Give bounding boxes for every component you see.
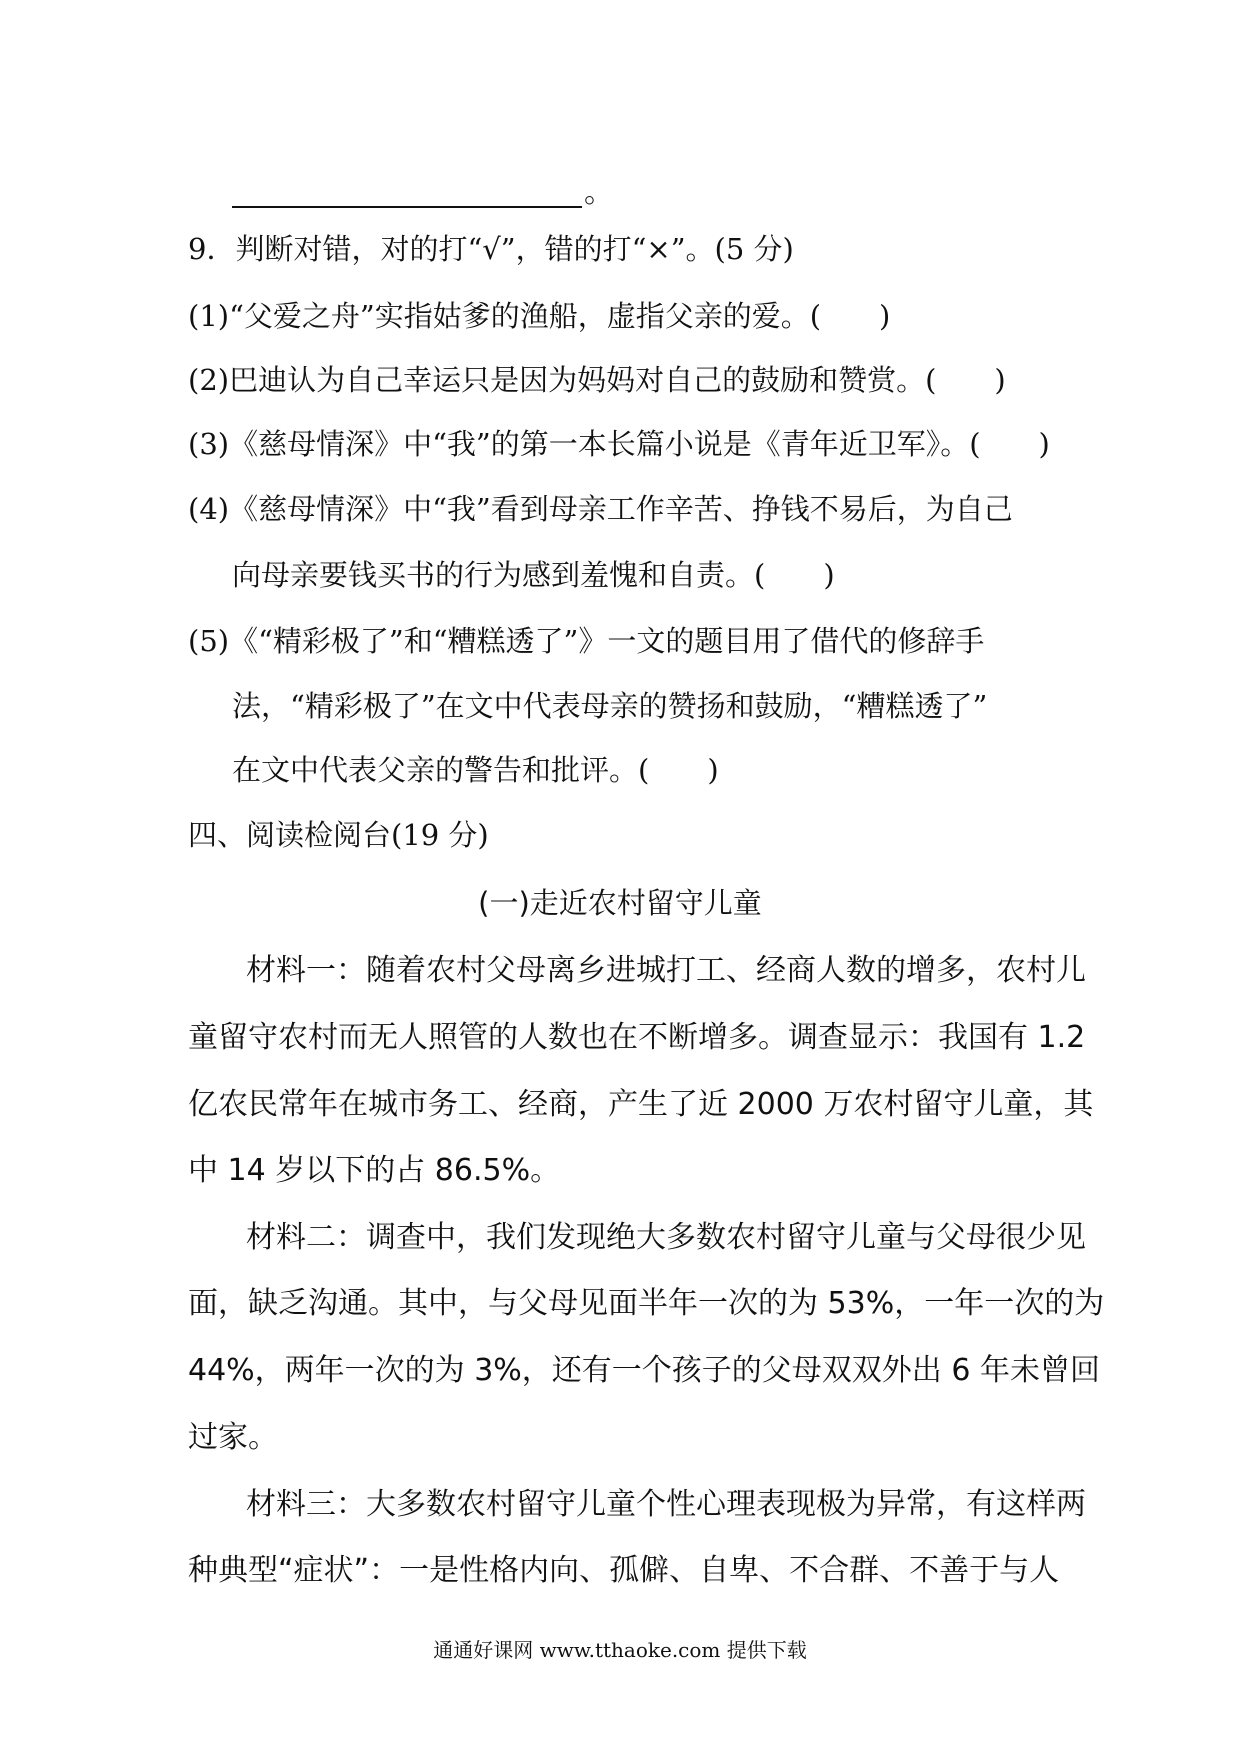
material-2-line-1: 材料二：调查中，我们发现绝大多数农村留守儿童与父母很少见 bbox=[246, 1220, 1086, 1255]
material-1-line-1: 材料一：随着农村父母离乡进城打工、经商人数的增多，农村儿 bbox=[246, 953, 1086, 988]
material-1-line-2: 童留守农村而无人照管的人数也在不断增多。调查显示：我国有 1.2 bbox=[188, 1020, 1086, 1055]
material-2-line-2: 面，缺乏沟通。其中，与父母见面半年一次的为 53%，一年一次的为 bbox=[188, 1286, 1105, 1321]
answer-blank-line bbox=[232, 175, 614, 210]
question-9-item-5-cont-2: 在文中代表父亲的警告和批评。( ) bbox=[232, 753, 719, 787]
question-9-item-3: (3)《慈母情深》中“我”的第一本长篇小说是《青年近卫军》。( ) bbox=[188, 427, 1050, 461]
reading-subtitle: (一)走近农村留守儿童 bbox=[478, 886, 762, 920]
question-9-item-4-cont: 向母亲要钱买书的行为感到羞愧和自责。( ) bbox=[232, 558, 835, 592]
material-2-line-4: 过家。 bbox=[188, 1420, 278, 1455]
material-3-line-1: 材料三：大多数农村留守儿童个性心理表现极为异常，有这样两 bbox=[246, 1487, 1086, 1522]
material-1-line-3: 亿农民常年在城市务工、经商，产生了近 2000 万农村留守儿童，其 bbox=[188, 1087, 1094, 1122]
question-9-item-4: (4)《慈母情深》中“我”看到母亲工作辛苦、挣钱不易后，为自己 bbox=[188, 492, 1013, 526]
question-9-item-1: (1)“父爱之舟”实指姑爹的渔船，虚指父亲的爱。( ) bbox=[188, 299, 891, 333]
question-9-item-2: (2)巴迪认为自己幸运只是因为妈妈对自己的鼓励和赞赏。( ) bbox=[188, 363, 1006, 397]
period-mark: 。 bbox=[584, 175, 614, 210]
section-4-heading: 四、阅读检阅台(19 分) bbox=[188, 818, 489, 852]
page-footer: 通通好课网 www.tthaoke.com 提供下载 bbox=[433, 1638, 807, 1662]
question-9-title: 9．判断对错，对的打“√”，错的打“×”。(5 分) bbox=[188, 232, 794, 266]
material-2-line-3: 44%，两年一次的为 3%，还有一个孩子的父母双双外出 6 年未曾回 bbox=[188, 1353, 1100, 1388]
question-9-item-5: (5)《“精彩极了”和“糟糕透了”》一文的题目用了借代的修辞手 bbox=[188, 624, 985, 658]
question-9-item-5-cont-1: 法，“精彩极了”在文中代表母亲的赞扬和鼓励，“糟糕透了” bbox=[232, 689, 988, 723]
blank-underline bbox=[232, 186, 582, 208]
material-1-line-4: 中 14 岁以下的占 86.5%。 bbox=[188, 1153, 561, 1188]
material-3-line-2: 种典型“症状”：一是性格内向、孤僻、自卑、不合群、不善于与人 bbox=[188, 1553, 1060, 1588]
